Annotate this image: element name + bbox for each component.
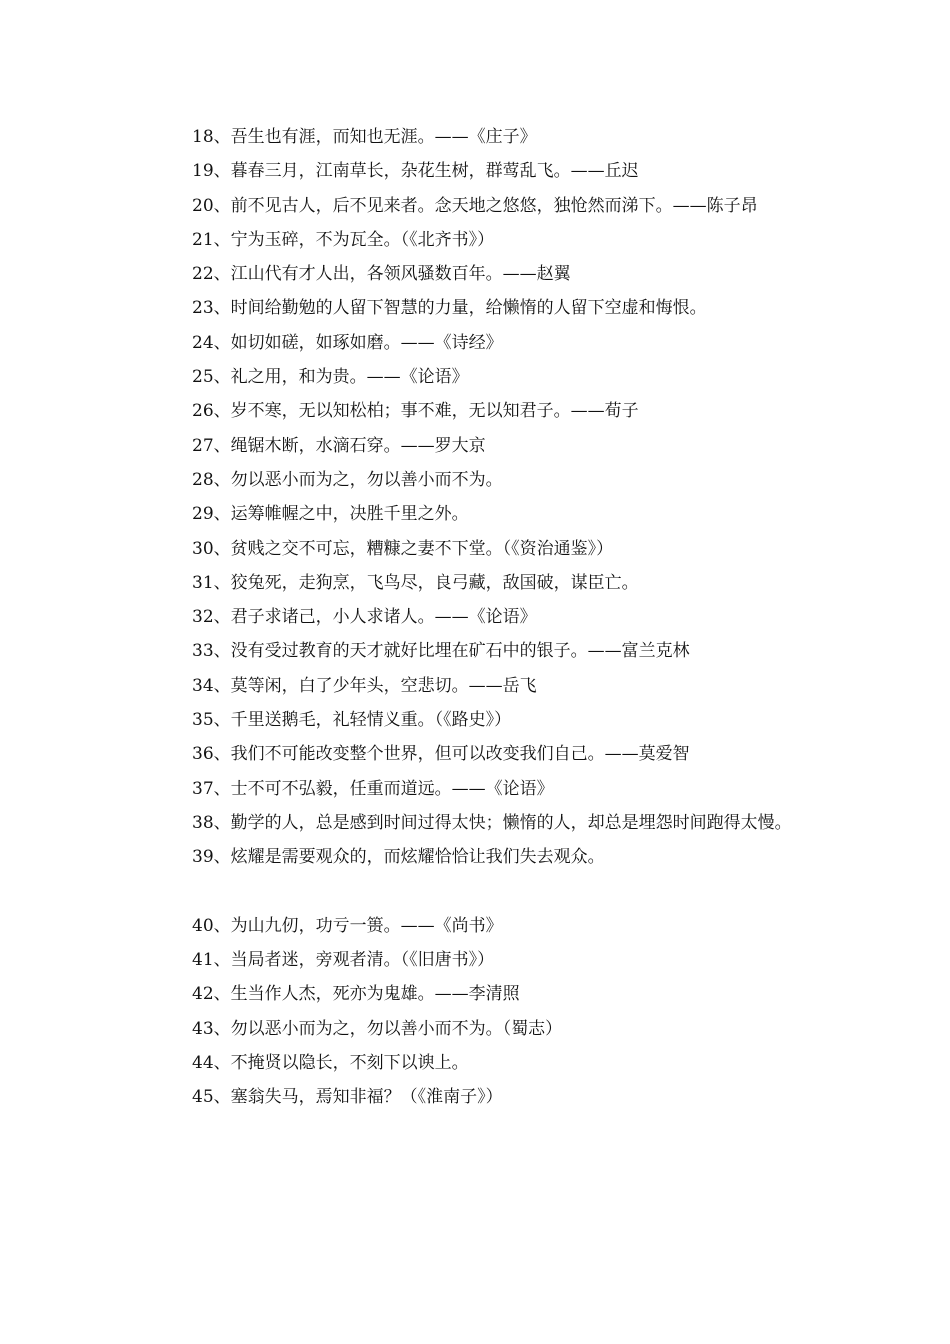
quote-39: 39、炫耀是需要观众的，而炫耀恰恰让我们失去观众。 [192,847,605,868]
quote-36: 36、我们不可能改变整个世界，但可以改变我们自己。——莫爱智 [192,744,690,765]
quote-41: 41、当局者迷，旁观者清。（《旧唐书》） [192,950,495,971]
quote-34: 34、莫等闲，白了少年头，空悲切。——岳飞 [192,675,537,696]
quote-list [144,120,808,1115]
quote-37: 37、士不可不弘毅，任重而道远。——《论语》 [192,778,554,799]
quote-29: 29、运筹帷幄之中，决胜千里之外。 [192,504,469,525]
quote-40: 40、为山九仞，功亏一篑。——《尚书》 [192,915,503,936]
quote-45: 45、塞翁失马，焉知非福？（《淮南子》） [192,1087,503,1108]
quote-38: 38、勤学的人，总是感到时间过得太快；懒惰的人，却总是埋怨时间跑得太慢。 [192,812,792,833]
quote-22: 22、江山代有才人出，各领风骚数百年。——赵翼 [192,264,571,285]
quote-32: 32、君子求诸己，小人求诸人。——《论语》 [192,607,537,628]
quote-33: 33、没有受过教育的天才就好比埋在矿石中的银子。——富兰克林 [192,641,690,662]
quote-20: 20、前不见古人，后不见来者。念天地之悠悠，独怆然而涕下。——陈子昂 [192,195,758,216]
quote-31: 31、狡兔死，走狗烹，飞鸟尽，良弓藏，敌国破，谋臣亡。 [192,572,639,593]
quote-35: 35、千里送鹅毛，礼轻情义重。（《路史》） [192,710,512,731]
quote-23: 23、时间给勤勉的人留下智慧的力量，给懒惰的人留下空虚和悔恨。 [192,298,707,319]
blank-line [144,875,808,909]
quote-19: 19、暮春三月，江南草长，杂花生树，群莺乱飞。——丘迟 [192,161,639,182]
quote-42: 42、生当作人杰，死亦为鬼雄。——李清照 [192,984,520,1005]
quote-44: 44、不掩贤以隐长，不刻下以谀上。 [192,1053,469,1074]
quote-28: 28、勿以恶小而为之，勿以善小而不为。 [192,469,503,490]
quote-27: 27、绳锯木断，水滴石穿。——罗大京 [192,435,486,456]
quote-26: 26、岁不寒，无以知松柏；事不难，无以知君子。——荀子 [192,401,639,422]
quote-24: 24、如切如磋，如琢如磨。——《诗经》 [192,332,503,353]
quote-30: 30、贫贱之交不可忘，糟糠之妻不下堂。（《资治通鉴》） [192,538,614,559]
quote-21: 21、宁为玉碎，不为瓦全。（《北齐书》） [192,229,495,250]
quote-43: 43、勿以恶小而为之，勿以善小而不为。（蜀志） [192,1018,563,1039]
quote-18: 18、吾生也有涯，而知也无涯。——《庄子》 [192,127,537,147]
quote-25: 25、礼之用，和为贵。——《论语》 [192,367,469,388]
